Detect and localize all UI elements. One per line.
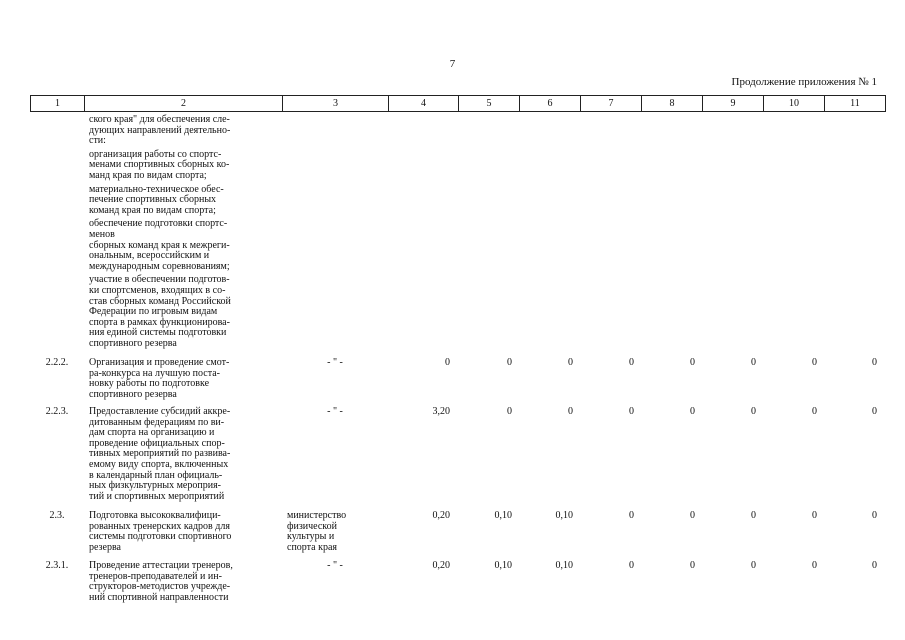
row-value: 0,20 [432, 560, 450, 571]
row-value: 0 [629, 510, 634, 521]
row-value: 0 [690, 357, 695, 368]
row-value: 0 [629, 357, 634, 368]
row-number: 2.2.2. [45, 357, 69, 368]
header-col-2: 2 [85, 96, 283, 111]
row-number: 2.3.1. [45, 560, 69, 571]
header-col-11: 11 [850, 98, 860, 109]
row-value: 0 [812, 510, 817, 521]
row-value: 0,10 [555, 560, 573, 571]
row-value: 0 [751, 510, 756, 521]
row-value: 0 [445, 357, 450, 368]
row-executor: - " - [327, 357, 343, 368]
row-text: Подготовка высококвалифици- рованных тренерских кадров для системы подготовки спортивного резерва [89, 510, 232, 553]
page-number: 7 [449, 58, 456, 70]
row-number: 2.3. [49, 510, 65, 521]
header-col-7: 7 [581, 96, 642, 111]
header-col-1: 1 [31, 96, 85, 111]
header-col-3: 3 [283, 96, 389, 111]
row-value: 0 [751, 406, 756, 417]
row-text: Проведение аттестации тренеров, тренеров-преподавателей и ин- структоров-методистов учрежде- ний спортивной направленности [89, 560, 233, 603]
row-value: 0 [629, 406, 634, 417]
header-col-10: 10 [764, 96, 825, 111]
row-value: 0 [872, 406, 877, 417]
header-col-9: 9 [703, 96, 764, 111]
row-value: 0 [507, 357, 512, 368]
continuation-label: Продолжение приложения № 1 [731, 76, 877, 88]
row-value: 0 [690, 560, 695, 571]
row-value: 0 [872, 510, 877, 521]
row-value: 0 [690, 406, 695, 417]
row-value: 0,10 [494, 560, 512, 571]
row-value: 0 [751, 357, 756, 368]
header-col-8: 8 [642, 96, 703, 111]
row-value: 0 [751, 560, 756, 571]
header-col-4: 4 [389, 96, 459, 111]
row-value: 0 [812, 406, 817, 417]
intro-paragraph: ского края" для обеспечения сле- дующих направлений деятельно- сти: [89, 114, 231, 147]
row-number: 2.2.3. [45, 406, 69, 417]
row-value: 0,20 [432, 510, 450, 521]
row-value: 0 [507, 406, 512, 417]
row-value: 0 [568, 357, 573, 368]
row-value: 0 [812, 560, 817, 571]
header-col-6: 6 [520, 96, 581, 111]
intro-paragraph: организация работы со спортс- менами спортивных сборных ко- манд края по видам спорта; [89, 148, 230, 181]
intro-paragraph: обеспечение подготовки спортс- менов сборных команд края к межреги- ональным, всероссийским и международным соревнованиям; [89, 218, 230, 272]
row-executor: - " - [327, 406, 343, 417]
row-text: Организация и проведение смот- ра-конкурса на лучшую поста- новку работы по подготовке спортивного резерва [89, 357, 230, 400]
row-text: Предоставление субсидий аккре- дитованным федерациям по ви- дам спорта на организацию и проведение официальных спор- тивных мероприятий по развива- емому виду спорта, включенных в календарный план официаль- ных физкультурных мероприя- тий и спортивных мероприятий [89, 406, 231, 502]
row-value: 0 [872, 560, 877, 571]
row-value: 0 [690, 510, 695, 521]
header-col-5: 5 [459, 96, 520, 111]
row-executor: министерство физической культуры и спорта края [287, 510, 347, 553]
row-value: 0 [568, 406, 573, 417]
row-value: 0,10 [555, 510, 573, 521]
table-header [30, 95, 886, 112]
row-value: 0 [872, 357, 877, 368]
row-executor: - " - [327, 560, 343, 571]
row-value: 0 [629, 560, 634, 571]
intro-paragraph: материально-техническое обес- печение спортивных сборных команд края по видам спорта; [89, 183, 224, 216]
row-value: 0 [812, 357, 817, 368]
row-value: 0,10 [494, 510, 512, 521]
intro-paragraph: участие в обеспечении подготов- ки спортсменов, входящих в со- став сборных команд Российской Федерации по игровым видам спорта в рамках функционирова- ния единой системы подготовки спортивного резерва [89, 274, 231, 349]
row-value: 3,20 [432, 406, 450, 417]
